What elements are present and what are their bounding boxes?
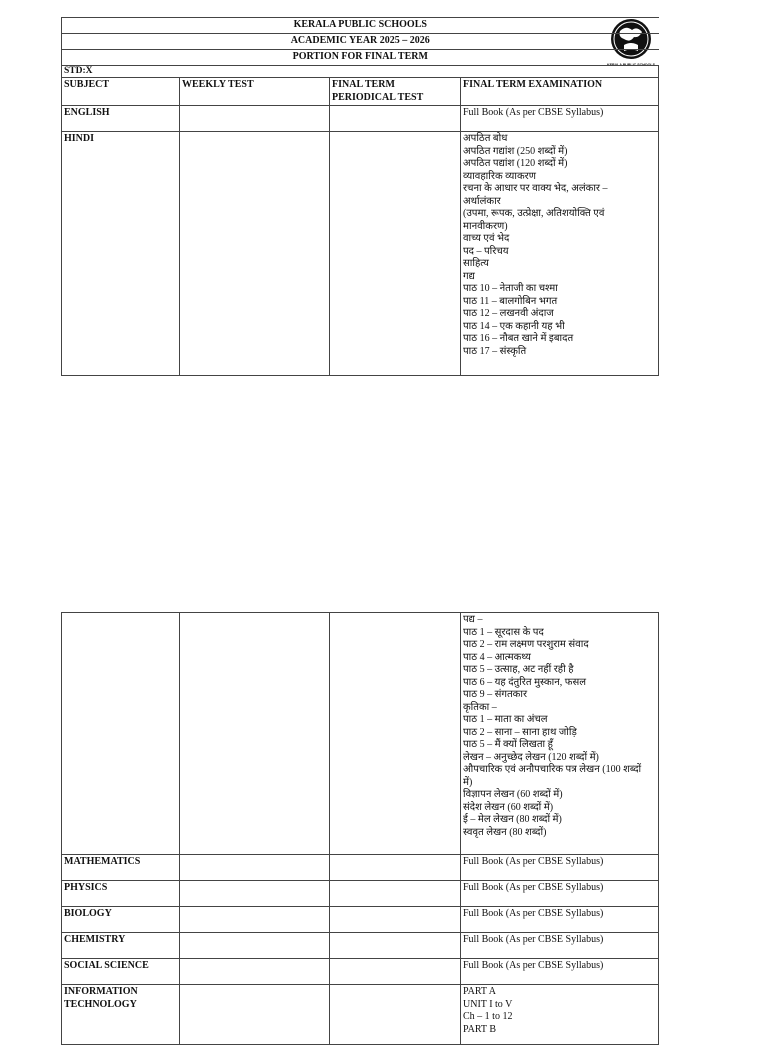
hindi-line: पाठ 5 – उत्साह, अट नहीं रही है [463, 664, 574, 675]
hindi-line: पाठ 11 – बालगोबिन भगत [463, 295, 558, 307]
subject-english: ENGLISH [62, 106, 180, 132]
final-biology: Full Book (As per CBSE Syllabus) [461, 907, 659, 933]
table-row [62, 613, 659, 855]
hindi-line: पाठ 5 – मैं क्यों लिखता हूँ [463, 739, 553, 750]
table-row [62, 985, 659, 1045]
final-social-science: Full Book (As per CBSE Syllabus) [461, 959, 659, 985]
hindi-line: पाठ 6 – यह दंतुरित मुस्कान, फसल [463, 676, 587, 688]
subject-social-science: SOCIAL SCIENCE [62, 959, 180, 985]
hindi-line: व्यावहारिक व्याकरण [463, 170, 536, 182]
hindi-line: अपठित बोध [463, 133, 508, 144]
periodical-cell [330, 855, 461, 881]
hindi-line: पाठ 9 – संगतकार [463, 689, 528, 700]
it-line: UNIT I to V [463, 998, 513, 1010]
table-row [62, 881, 659, 907]
portion-table-top [61, 17, 659, 376]
subject-information-technology [62, 985, 180, 1045]
hindi-line: लेखन – अनुच्छेद लेखन (120 शब्दों में) [463, 751, 599, 763]
periodical-cell [330, 907, 461, 933]
hindi-line: अपठित पद्यांश (120 शब्दों में) [463, 158, 568, 169]
weekly-cell [180, 959, 330, 985]
subject-physics: PHYSICS [62, 881, 180, 907]
hindi-line: वाच्य एवं भेद [463, 233, 510, 244]
hindi-line: पाठ 1 – माता का अंचल [463, 714, 548, 725]
table-row [62, 855, 659, 881]
hindi-line: (उपमा, रूपक, उत्प्रेक्षा, अतिशयोक्ति एवं [463, 208, 605, 219]
periodical-cell [330, 933, 461, 959]
col-header-periodical [330, 78, 461, 106]
col-header-final: FINAL TERM EXAMINATION [461, 78, 659, 106]
hindi-line: औपचारिक एवं अनौपचारिक पत्र लेखन (100 शब्दों [463, 764, 642, 775]
weekly-cell [180, 933, 330, 959]
hindi-line: पद – परिचय [463, 245, 509, 257]
weekly-cell [180, 907, 330, 933]
periodical-cell [330, 132, 461, 376]
hindi-line: ई – मेल लेखन (80 शब्दों में) [463, 814, 562, 825]
hindi-line: पाठ 17 – संस्कृति [463, 345, 527, 357]
weekly-cell [180, 855, 330, 881]
hindi-line: पाठ 1 – सूरदास के पद [463, 626, 544, 638]
it-line: PART B [463, 1023, 497, 1035]
periodical-cell [330, 613, 461, 855]
it-subject-line-1: INFORMATION [64, 986, 138, 997]
it-line: Ch – 1 to 12 [463, 1011, 513, 1022]
subject-cell [62, 613, 180, 855]
periodical-cell [330, 959, 461, 985]
hindi-line: पद्य – [463, 614, 483, 625]
it-line: PART A [463, 986, 497, 997]
weekly-cell [180, 613, 330, 855]
weekly-cell [180, 881, 330, 907]
hindi-line: पाठ 4 – आत्मकथ्य [463, 651, 531, 663]
final-hindi-continued [461, 613, 659, 855]
final-english: Full Book (As per CBSE Syllabus) [461, 106, 659, 132]
hindi-line: विज्ञापन लेखन (60 शब्दों में) [463, 789, 563, 800]
table-row [62, 907, 659, 933]
table-row [62, 959, 659, 985]
logo-text: KERALA PUBLIC SCHOOLS [607, 63, 655, 67]
hindi-line: पाठ 12 – लखनवी अंदाज [463, 308, 554, 319]
hindi-line: स्ववृत लेखन (80 शब्दों) [463, 826, 547, 838]
periodical-cell [330, 985, 461, 1045]
hindi-line: संदेश लेखन (60 शब्दों में) [463, 801, 554, 813]
hindi-line: कृतिका – [463, 701, 497, 713]
school-name: KERALA PUBLIC SCHOOLS [62, 18, 659, 34]
hindi-line: में) [463, 776, 473, 788]
col-header-weekly: WEEKLY TEST [180, 78, 330, 106]
col-header-periodical-1: FINAL TERM [332, 79, 395, 90]
table-row [62, 933, 659, 959]
hindi-line: अर्थालंकार [463, 195, 501, 207]
hindi-line: अपठित गद्यांश (250 शब्दों में) [463, 145, 568, 157]
final-information-technology [461, 985, 659, 1045]
hindi-line: पाठ 14 – एक कहानी यह भी [463, 320, 565, 332]
col-header-subject: SUBJECT [62, 78, 180, 106]
periodical-cell [330, 881, 461, 907]
hindi-line: साहित्य [463, 258, 489, 269]
col-header-periodical-2: PERIODICAL TEST [332, 91, 424, 103]
hindi-line: पाठ 16 – नौबत खाने में इबादत [463, 333, 574, 344]
std-label: STD:X [62, 66, 659, 78]
academic-year: ACADEMIC YEAR 2025 – 2026 [62, 34, 659, 50]
hindi-line: गद्य [463, 270, 475, 282]
weekly-cell [180, 106, 330, 132]
hindi-line: पाठ 2 – साना – साना हाथ जोड़ि [463, 726, 577, 738]
hindi-line: रचना के आधार पर वाक्य भेद, अलंकार – [463, 183, 608, 194]
weekly-cell [180, 132, 330, 376]
final-chemistry: Full Book (As per CBSE Syllabus) [461, 933, 659, 959]
hindi-line: पाठ 2 – राम लक्ष्मण परशुराम संवाद [463, 639, 589, 650]
subject-hindi: HINDI [62, 132, 180, 376]
final-mathematics: Full Book (As per CBSE Syllabus) [461, 855, 659, 881]
it-subject-line-2: TECHNOLOGY [64, 998, 137, 1010]
portion-table-bottom [61, 612, 659, 1045]
table-row [62, 132, 659, 376]
hindi-line: पाठ 10 – नेताजी का चश्मा [463, 283, 558, 294]
subject-chemistry: CHEMISTRY [62, 933, 180, 959]
table-row [62, 106, 659, 132]
periodical-cell [330, 106, 461, 132]
weekly-cell [180, 985, 330, 1045]
subject-biology: BIOLOGY [62, 907, 180, 933]
hindi-line: मानवीकरण) [463, 220, 508, 232]
subject-mathematics: MATHEMATICS [62, 855, 180, 881]
portion-title: PORTION FOR FINAL TERM [62, 50, 659, 66]
final-hindi [461, 132, 659, 376]
final-physics: Full Book (As per CBSE Syllabus) [461, 881, 659, 907]
